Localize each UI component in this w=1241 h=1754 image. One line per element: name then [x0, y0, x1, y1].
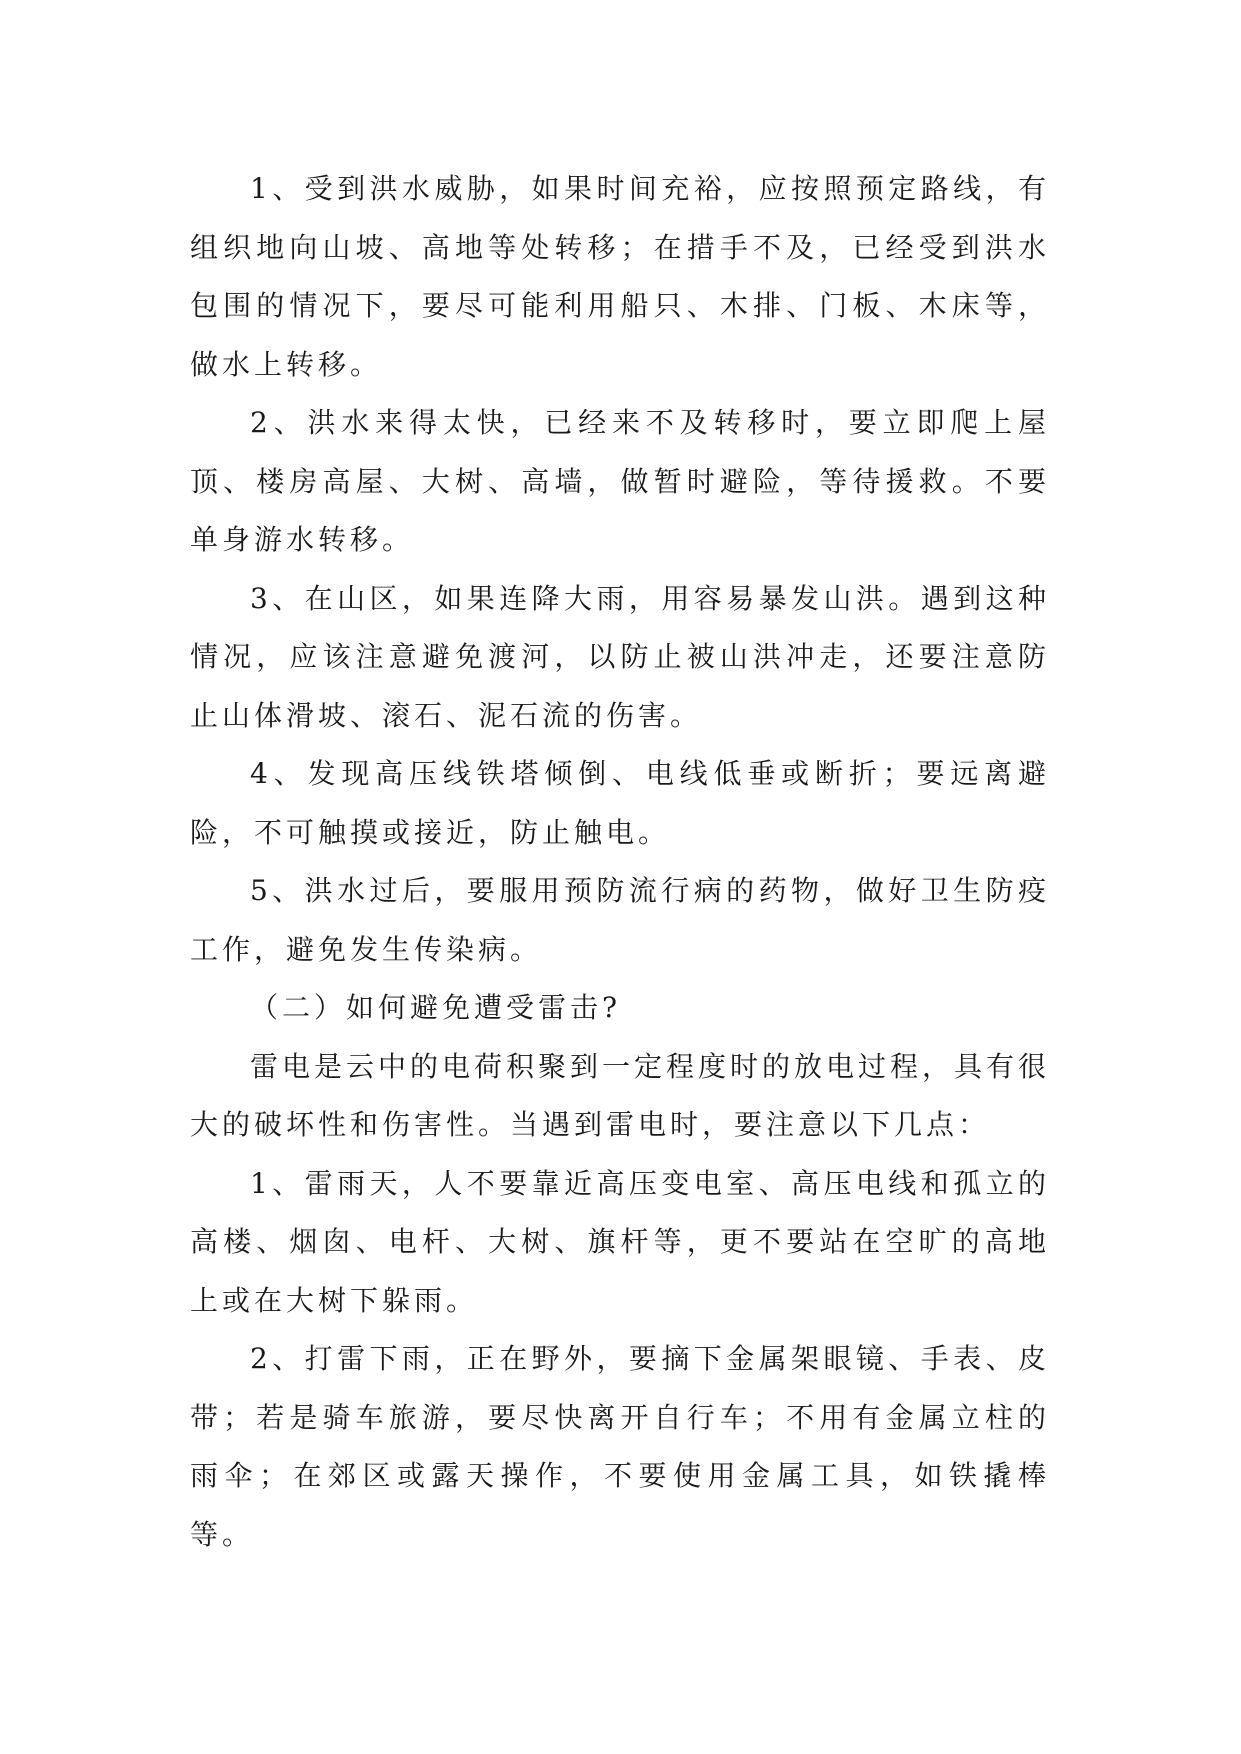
flood-item-1: 1、受到洪水威胁，如果时间充裕，应按照预定路线，有组织地向山坡、高地等处转移；在措手不及，已经受到洪水包围的情况下，要尽可能利用船只、木排、门板、木床等，做水上转移。 [190, 172, 1050, 381]
section-heading: （二）如何避免遭受雷击? [250, 991, 622, 1024]
flood-item-5: 5、洪水过后，要服用预防流行病的药物，做好卫生防疫工作，避免发生传染病。 [190, 874, 1050, 966]
flood-item-4: 4、发现高压线铁塔倾倒、电线低垂或断折；要远离避险，不可触摸或接近，防止触电。 [190, 757, 1050, 849]
lightning-intro: 雷电是云中的电荷积聚到一定程度时的放电过程，具有很大的破坏性和伤害性。当遇到雷电时，要注意以下几点： [190, 1049, 1051, 1141]
lightning-item-1: 1、雷雨天，人不要靠近高压变电室、高压电线和孤立的高楼、烟囱、电杆、大树、旗杆等，更不要站在空旷的高地上或在大树下躲雨。 [190, 1166, 1050, 1317]
lightning-item-2: 2、打雷下雨，正在野外，要摘下金属架眼镜、手表、皮带；若是骑车旅游，要尽快离开自行车；不用有金属立柱的雨伞；在郊区或露天操作，不要使用金属工具，如铁撬棒等。 [190, 1342, 1050, 1551]
flood-item-3: 3、在山区，如果连降大雨，用容易暴发山洪。遇到这种情况，应该注意避免渡河，以防止被山洪冲走，还要注意防止山体滑坡、滚石、泥石流的伤害。 [190, 581, 1050, 732]
flood-item-2: 2、洪水来得太快，已经来不及转移时，要立即爬上屋顶、楼房高屋、大树、高墙，做暂时避险，等待援救。不要单身游水转移。 [190, 406, 1050, 556]
document-body [190, 160, 1050, 1564]
